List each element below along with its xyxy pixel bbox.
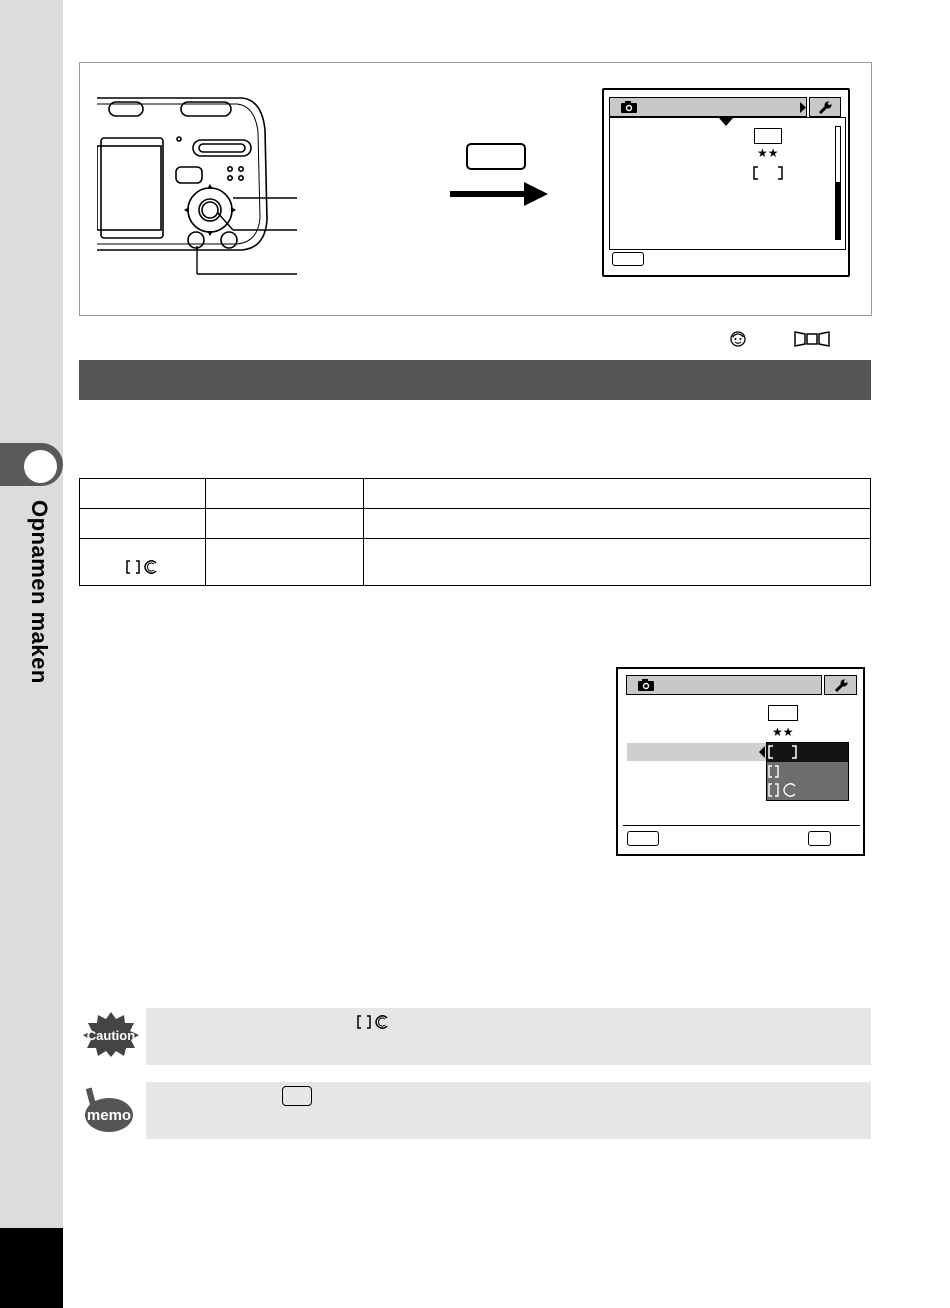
caution-note: [146, 1008, 871, 1065]
lcd-value-box: [754, 128, 782, 144]
table-cell: [80, 509, 206, 539]
panorama-icon: [793, 331, 831, 347]
cursor-down-icon: [719, 118, 733, 126]
camera-icon: [620, 100, 638, 114]
arrow-right-small-icon: [800, 102, 806, 113]
table-cell: [364, 539, 871, 586]
camera-icon: [637, 678, 655, 692]
table-cell: [80, 539, 206, 586]
lcd-menu-panel: [609, 117, 846, 250]
tab-rec-mode: [609, 97, 807, 117]
memo-note: [146, 1082, 871, 1139]
arrow-right-icon: [450, 180, 550, 210]
table-row: [80, 539, 871, 586]
face-icon: [730, 331, 746, 347]
section-header-bar: [79, 360, 871, 400]
lcd-ok-button: [808, 831, 831, 846]
dropdown-option-icons: [766, 742, 849, 801]
tab-setup: [824, 675, 857, 695]
table-cell: [80, 479, 206, 509]
af-area-bracket-icon: [752, 166, 784, 180]
arrow-left-small-icon: [759, 746, 765, 758]
button-icon: [282, 1086, 312, 1106]
table-header-row: [80, 479, 871, 509]
page-number-block: [0, 1228, 63, 1308]
svg-text:Caution: Caution: [86, 1028, 136, 1043]
tab-rec-mode: [626, 675, 822, 695]
table-cell: [206, 539, 364, 586]
table-cell: [364, 479, 871, 509]
section-title: Opnamen maken: [27, 500, 52, 684]
table-row: [80, 509, 871, 539]
lcd-menu-button: [612, 252, 644, 266]
chapter-number-circle: [24, 450, 57, 483]
af-continuous-icon: [126, 558, 160, 576]
lcd-scrollbar-thumb: [836, 182, 840, 240]
table-cell: [206, 479, 364, 509]
tab-setup: [809, 97, 841, 117]
quality-stars: ★★: [757, 146, 779, 160]
highlighted-menu-row: [627, 743, 768, 761]
leader-lines: [195, 190, 300, 280]
focus-mode-table: [79, 478, 871, 586]
wrench-icon: [833, 679, 849, 692]
table-cell: [364, 509, 871, 539]
quality-stars: ★★: [772, 725, 794, 739]
memo-icon: [82, 1085, 134, 1133]
wrench-icon: [817, 101, 833, 114]
caution-icon: [82, 1011, 140, 1057]
lcd-menu-button: [627, 831, 659, 846]
table-cell: [206, 509, 364, 539]
lcd-tab-bar: [609, 97, 841, 117]
af-continuous-icon: [357, 1013, 391, 1031]
lcd-value-box: [768, 705, 798, 721]
svg-text:memo: memo: [86, 1107, 132, 1124]
menu-button-label: [466, 143, 526, 170]
